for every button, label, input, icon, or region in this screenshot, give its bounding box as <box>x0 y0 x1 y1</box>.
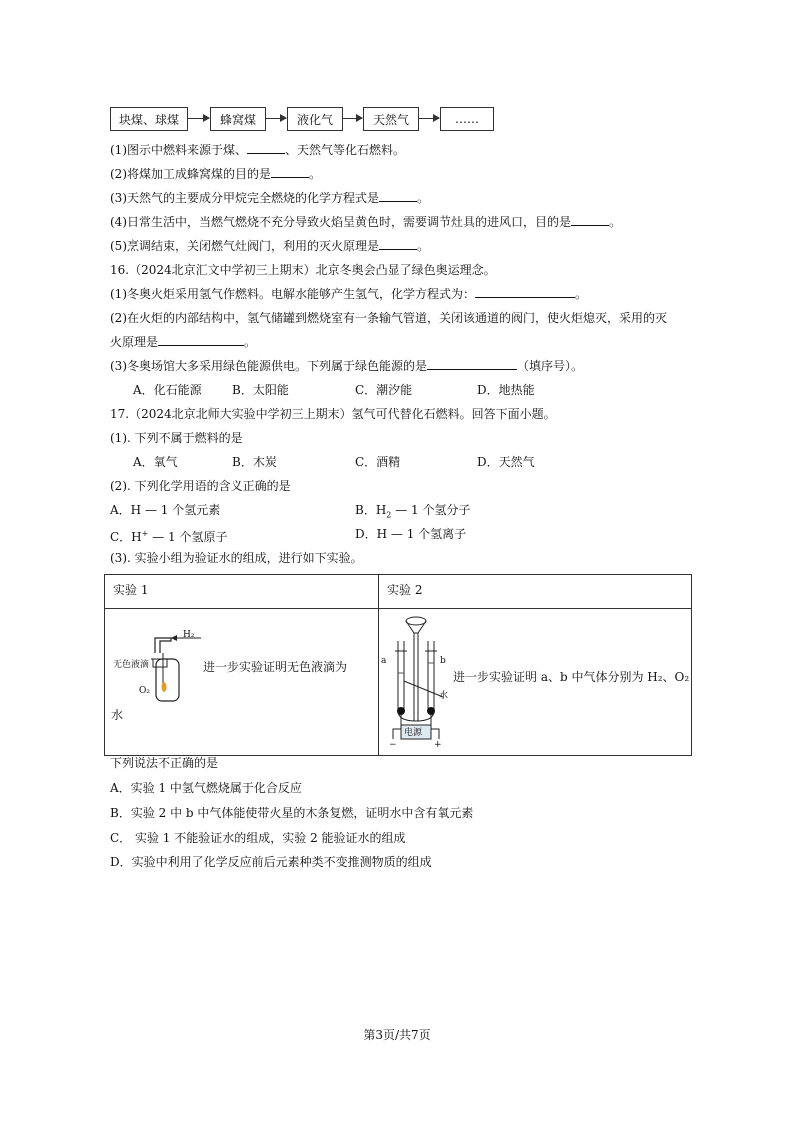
q17-sub1-option-a[interactable]: A．氧气 <box>133 455 178 469</box>
q16-part3 <box>110 358 583 374</box>
q17-sub1-option-b[interactable]: B．木炭 <box>232 455 277 469</box>
answer-blank[interactable] <box>427 358 517 370</box>
q15-part3 <box>110 190 429 206</box>
q16-option-b[interactable]: B．太阳能 <box>232 383 289 397</box>
exp2-cell <box>379 609 692 756</box>
option-c-meaning: — 1 个氢原子 <box>148 530 228 544</box>
q16-option-d[interactable]: D．地热能 <box>477 383 535 397</box>
q15-part2-text: (2)将煤加工成蜂窝煤的目的是 <box>110 167 271 181</box>
experiment-table <box>104 574 692 756</box>
q16-heading: 16.（2024北京汇文中学初三上期末）北京冬奥会凸显了绿色奥运理念。 <box>110 263 496 277</box>
flow-arrow <box>266 118 286 119</box>
superscript: + <box>141 529 149 538</box>
answer-blank[interactable] <box>271 166 309 178</box>
q16-part2-text-end: 。 <box>244 335 257 349</box>
exp2-label-a: a <box>381 656 387 666</box>
q17-sub3-option-b[interactable]: B．实验 2 中 b 中气体能使带火星的木条复燃，证明水中含有氧元素 <box>110 806 474 820</box>
answer-blank[interactable] <box>571 214 609 226</box>
q15-part5 <box>110 238 429 254</box>
answer-blank[interactable] <box>247 142 285 154</box>
q17-sub2: (2). 下列化学用语的含义正确的是 <box>110 479 291 493</box>
flow-box-honeycomb-coal: 蜂窝煤 <box>210 107 266 131</box>
q15-part1-text-end: 、天然气等化石燃料。 <box>285 143 406 157</box>
q17-sub1-option-c[interactable]: C．酒精 <box>355 455 401 469</box>
flow-arrow <box>188 118 209 119</box>
q17-sub3-question: 下列说法不正确的是 <box>110 756 219 770</box>
exp2-label-power: 电源 <box>404 728 423 738</box>
exp2-label-minus: − <box>389 740 397 750</box>
flow-box-lpg: 液化气 <box>287 107 343 131</box>
q15-part1 <box>110 142 405 158</box>
option-b-meaning: — 1 个氢分子 <box>391 503 471 517</box>
q15-part2 <box>110 166 321 182</box>
q17-sub1: (1). 下列不属于燃料的是 <box>110 431 243 445</box>
page-footer: 第3页/共7页 <box>363 1028 431 1042</box>
q16-part1-text-end: 。 <box>575 287 588 301</box>
q17-sub3-option-a[interactable]: A．实验 1 中氢气燃烧属于化合反应 <box>110 781 302 795</box>
subscript: 2 <box>386 510 392 520</box>
exp2-conclusion: 进一步实验证明 a、b 中气体分别为 H₂、O₂ <box>453 670 690 684</box>
exp1-conclusion-end: 水 <box>111 708 124 722</box>
q15-part4 <box>110 214 621 230</box>
q16-option-c[interactable]: C．潮汐能 <box>355 383 413 397</box>
flow-arrow <box>419 118 439 119</box>
q16-part2-line1: (2)在火炬的内部结构中，氢气储罐到燃烧室有一条输气管道，关闭该通道的阀门，使火炬熄灭，采用的灭 <box>110 311 668 325</box>
exp1-cell <box>105 609 379 756</box>
answer-blank[interactable] <box>379 238 417 250</box>
q16-part1-text: (1)冬奥火炬采用氢气作燃料。电解水能够产生氢气，化学方程式为： <box>110 287 476 301</box>
q15-part4-text: (4)日常生活中，当燃气燃烧不充分导致火焰呈黄色时，需要调节灶具的进风口，目的是 <box>110 215 572 229</box>
answer-blank[interactable] <box>379 190 417 202</box>
q17-sub3-option-d[interactable]: D．实验中利用了化学反应前后元素种类不变推测物质的组成 <box>110 855 432 869</box>
q15-part3-text: (3)天然气的主要成分甲烷完全燃烧的化学方程式是 <box>110 191 379 205</box>
q17-sub2-option-a[interactable]: A．H — 1 个氢元素 <box>110 503 221 517</box>
exp1-label-drop: 无色液滴 <box>113 660 150 670</box>
q15-part5-text: (5)烹调结束，关闭燃气灶阀门，利用的灭火原理是 <box>110 239 379 253</box>
exp2-title: 实验 2 <box>379 575 692 609</box>
exp1-conclusion: 进一步实验证明无色液滴为 <box>203 660 348 674</box>
flow-box-lump-coal: 块煤、球煤 <box>110 107 188 131</box>
exp2-label-plus: + <box>434 740 442 750</box>
q17-sub3: (3). 实验小组为验证水的组成，进行如下实验。 <box>110 551 363 565</box>
exp1-label-h2: H₂ <box>183 630 195 640</box>
q15-part4-text-end: 。 <box>609 215 622 229</box>
q15-part2-text-end: 。 <box>309 167 322 181</box>
q16-part3-text-end: （填序号）。 <box>517 359 584 373</box>
q15-part5-text-end: 。 <box>417 239 430 253</box>
q16-part1 <box>110 286 587 302</box>
q17-sub2-option-d[interactable]: D．H — 1 个氢离子 <box>355 527 467 541</box>
q17-sub3-option-c[interactable]: C． 实验 1 不能验证水的组成，实验 2 能验证水的组成 <box>110 831 406 845</box>
flow-box-natural-gas: 天然气 <box>363 107 419 131</box>
q15-part1-text: (1)图示中燃料来源于煤、 <box>110 143 247 157</box>
q16-part2-text: 火原理是 <box>110 335 159 349</box>
answer-blank[interactable] <box>158 334 244 346</box>
option-b-symbol: B．H <box>355 503 387 517</box>
option-c-symbol: C．H <box>110 530 142 544</box>
answer-blank[interactable] <box>475 286 575 298</box>
q16-part3-text: (3)冬奥场馆大多采用绿色能源供电。下列属于绿色能源的是 <box>110 359 428 373</box>
exp1-label-o2: O₂ <box>139 686 150 696</box>
exp1-title: 实验 1 <box>105 575 379 609</box>
q16-part2-line2 <box>110 334 256 350</box>
q17-heading: 17.（2024北京北师大实验中学初三上期末）氢气可代替化石燃料。回答下面小题。 <box>110 407 556 421</box>
q17-sub2-option-b[interactable] <box>355 502 470 523</box>
q15-part3-text-end: 。 <box>417 191 430 205</box>
exp2-label-water: 水 <box>439 691 449 701</box>
exp2-label-b: b <box>440 656 446 666</box>
q17-sub2-option-c[interactable] <box>110 526 227 545</box>
q16-option-a[interactable]: A．化石能源 <box>133 383 202 397</box>
flow-arrow <box>343 118 362 119</box>
flow-box-ellipsis: …… <box>440 107 494 131</box>
q17-sub1-option-d[interactable]: D．天然气 <box>477 455 535 469</box>
